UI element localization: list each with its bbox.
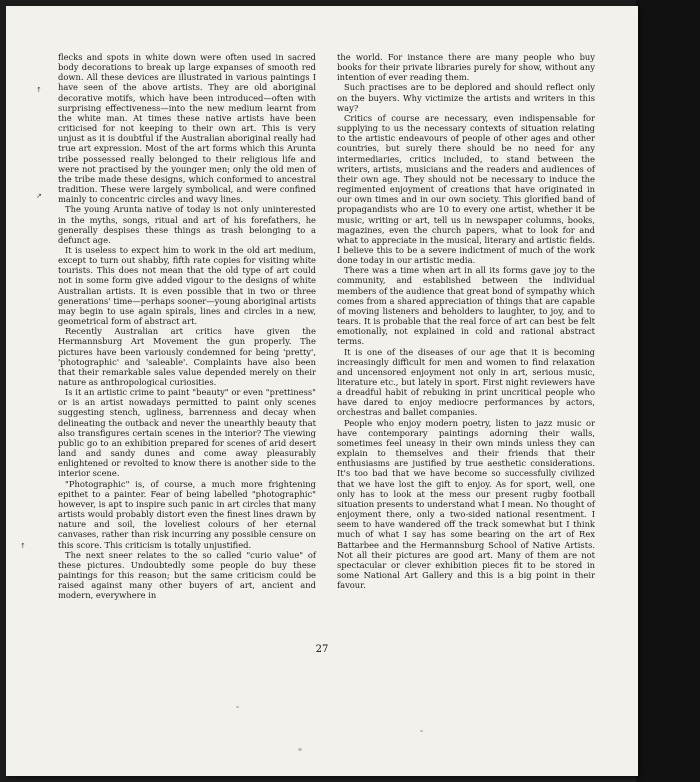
paragraph: flecks and spots in white down were often used in sacred body decorations to break up large expanses of smooth red down. All these devices are illustrated in various paintings I have seen of the above artists. They are old aboriginal decorative motifs, which have been introduced—often with surprising effectiveness—into the new medium learnt from the white man. At times these native artists have been criticised for not keeping to their own art. This is very unjust as it is doubtful if the Australian aboriginal really had true art expression. Most of the art forms which this Arunta tribe possessed really belonged to their religious life and were not practised by the younger men; only the old men of the tribe made these designs, which conformed to ancestral tradition. These were largely symbolical, and were confined mainly to concentric circles and wavy lines. [58,52,316,205]
paragraph: There was a time when art in all its forms gave joy to the community, and established between the individual members of the audience that great bond of sympathy which comes from a shared appreciation of things that are capable of moving listeners and beholders to laughter, to joy, and to tears. It is probable that the real force of art can best be felt emotionally, not explained in cold and rational abstract terms. [337,265,595,347]
margin-mark: ↑ [36,86,42,94]
page-number: 27 [315,644,329,655]
paragraph: It is one of the diseases of our age that it is becoming increasingly difficult for men and women to find relaxation and uncensored enjoyment not only in art, serious music, literature etc., but lately in sport. First night reviewers have a dreadful habit of rebuking in print uncritical people who have dared to enjoy mediocre performances by actors, orchestras and ballet companies. [337,346,595,418]
margin-mark: ↑ [20,542,26,550]
scan-speck [298,748,302,751]
scan-background [636,0,700,782]
paragraph: Recently Australian art critics have given the Hermannsburg Art Movement the gun properly. The pictures have been variously condemned for being 'pretty', 'photographic' and 'saleable'. Complaints have also been that their remarkable sales value depended merely on their nature as anthropological curiosities. [58,326,316,387]
paragraph: People who enjoy modern poetry, listen to jazz music or have contemporary paintings adorning their walls, sometimes feel uneasy in their own minds unless they can explain to themselves and their friends that their enthusiasms are justified by true aesthetic considerations. It's too bad that we have become so successfully civilized that we have lost the gift to enjoy. As for sport, well, one only has to look at the mess our present rugby football situation presents to understand what I mean. No thought of enjoyment there, only a two-sided national resentment. I seem to have wandered off the track somewhat but I think much of what I say has some bearing on the art of Rex Battarbee and the Hermannsburg School of Native Artists. Not all their pictures are good art. Many of them are not spectacular or clever exhibition pieces fit to be stored in some National Art Gallery and this is a big point in their favour. [337,417,595,591]
margin-mark: ↗ [36,192,42,200]
paragraph: the world. For instance there are many people who buy books for their private libraries purely for show, without any intention of ever reading them. [337,52,595,83]
paragraph: Such practises are to be deplored and should reflect only on the buyers. Why victimize the artists and writers in this way? [337,82,595,113]
left-column [58,52,316,600]
text-columns [6,52,638,612]
scan-speck [420,730,423,732]
right-column [337,52,595,590]
paragraph: The next sneer relates to the so called "curio value" of these pictures. Undoubtedly some people do buy these paintings for this reason; but the same criticism could be raised against many other buyers of art, ancient and modern, everywhere in [58,549,316,601]
paragraph: Critics of course are necessary, even indispensable for supplying to us the necessary contexts of situation relating to the artistic endeavours of people of other ages and other countries, but surely there should be no need for any intermediaries, critics included, to stand between the writers, artists, musicians and the readers and audiences of their own age. They should not be necessary to induce the regimented enjoyment of creations that have originated in our own times and in our own society. This glorified band of propagandists who are 10 to every one artist, whether it be music, writing or art, tell us in newspaper columns, books, magazines, even the church papers, what to look for and what to appreciate in the musical, literary and artistic fields. I believe this to be a severe indictment of much of the work done today in our artistic media. [337,112,595,266]
paragraph: The young Arunta native of today is not only uninterested in the myths, songs, ritual and art of his forefathers, he generally despises these things as trash belonging to a defunct age. [58,204,316,245]
scan-speck [236,706,239,708]
paragraph: It is useless to expect him to work in the old art medium, except to turn out shabby, fifth rate copies for visiting white tourists. This does not mean that the old type of art could not in some form give added vigour to the designs of white Australian artists. It is even possible that in two or three generations' time—perhaps sooner—young aboriginal artists may begin to use again spirals, lines and circles in a new, geometrical form of abstract art. [58,244,316,327]
document-page [6,6,638,776]
paragraph: Is it an artistic crime to paint "beauty" or even "prettiness" or is an artist nowadays permitted to paint only scenes suggesting stench, ugliness, barrenness and decay when delineating the outback and never the unearthly beauty that also transfigures certain scenes in the interior? The viewing public go to an exhibition prepared for scenes of arid desert land and sandy dunes and come away pleasurably enlightened or revolted to know there is another side to the interior scene. [58,387,316,479]
paragraph: "Photographic" is, of course, a much more frightening epithet to a painter. Fear of being labelled "photographic" however, is apt to inspire such panic in art circles that many artists would probably distort even the finest lines drawn by nature and soil, the loveliest colours of her eternal canvases, rather than risk incurring any possible censure on this score. This criticism is totally unjustified. [58,478,316,550]
